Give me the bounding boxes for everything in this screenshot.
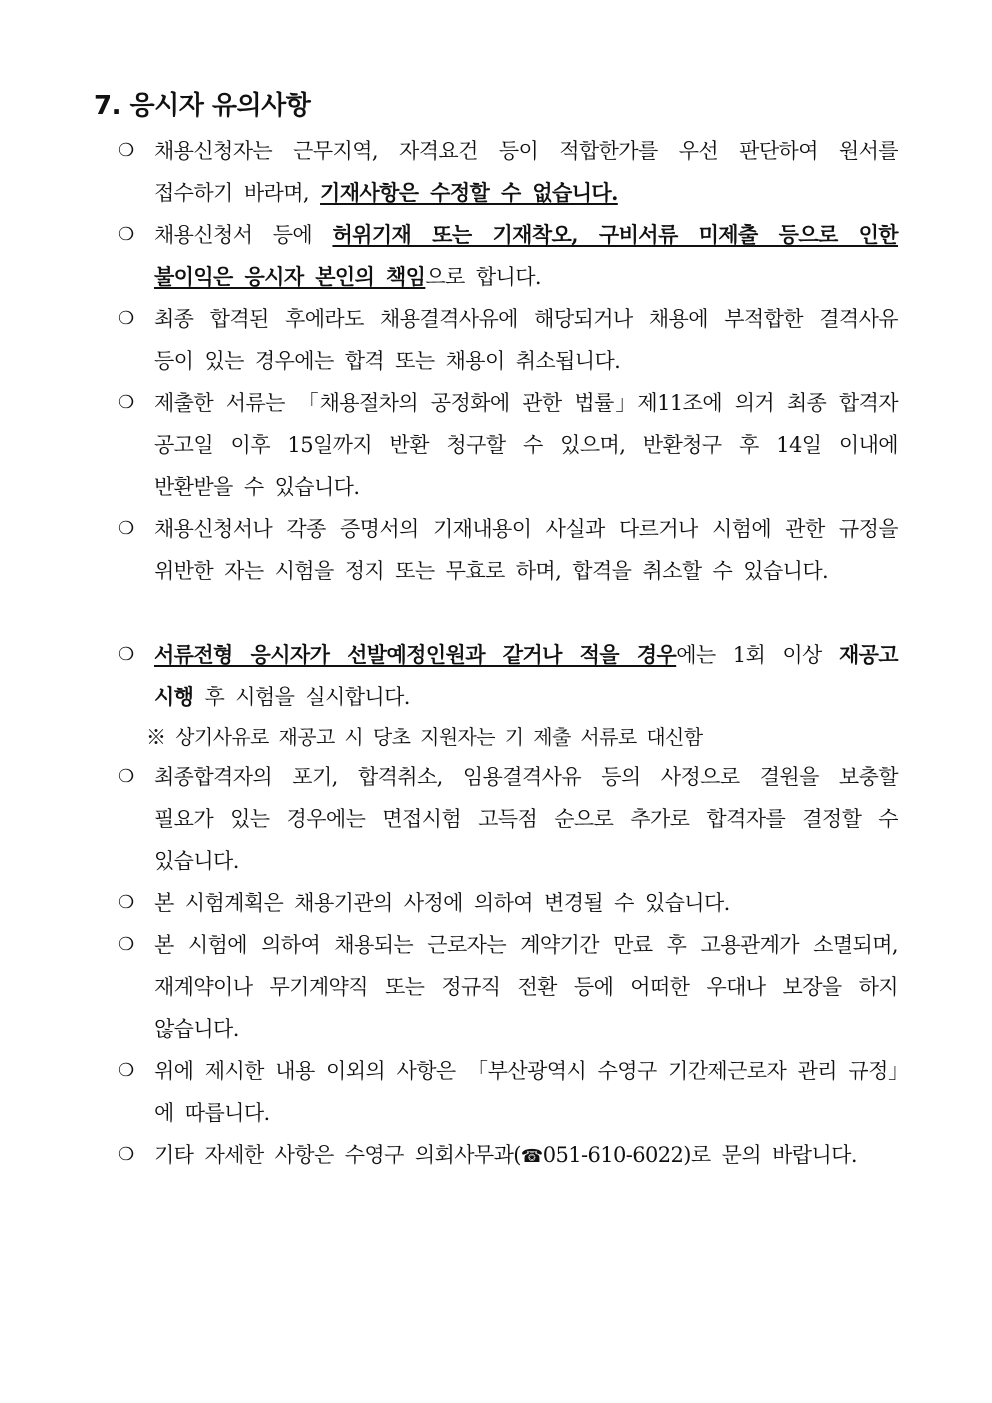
- item-text: 제출한 서류는 「채용절차의 공정화에 관한 법률」제11조에 의거 최종 합격자 공고일 이후 15일까지 반환 청구할 수 있으며, 반환청구 후 14일 이내에 반환받을 수 있습니다.: [154, 391, 898, 499]
- item-text: 채용신청자는 근무지역, 자격요건 등이 적합한가를 우선 판단하여 원서를 접수하기 바라며, 기재사항은 수정할 수 없습니다.: [154, 139, 898, 205]
- emphasis: 서류전형 응시자가 선발예정인원과 같거나 적을 경우: [154, 642, 677, 667]
- emphasis: 허위기재 또는 기재착오, 구비서류 미제출 등으로 인한 불이익은 응시자 본인의 책임: [154, 222, 898, 289]
- circle-bullet-icon: ❍: [118, 392, 135, 413]
- circle-bullet-icon: ❍: [118, 892, 135, 913]
- circle-bullet-icon: ❍: [118, 1144, 135, 1165]
- item-text: 본 시험에 의하여 채용되는 근로자는 계약기간 만료 후 고용관계가 소멸되며, 재계약이나 무기계약직 또는 정규직 전환 등에 어떠한 우대나 보장을 하지 않습니다.: [154, 933, 898, 1041]
- item-text: 서류전형 응시자가 선발예정인원과 같거나 적을 경우에는 1회 이상 재공고 시행 후 시험을 실시합니다.: [154, 642, 898, 709]
- emphasis: 기재사항은 수정할 수 없습니다.: [320, 180, 618, 205]
- circle-bullet-icon: ❍: [118, 308, 135, 329]
- circle-bullet-icon: ❍: [118, 224, 135, 245]
- item-text: 채용신청서나 각종 증명서의 기재내용이 사실과 다르거나 시험에 관한 규정을 위반한 자는 시험을 정지 또는 무효로 하며, 합격을 취소할 수 있습니다.: [154, 517, 898, 583]
- section-title: 7. 응시자 유의사항: [94, 91, 311, 121]
- phone-icon: ☎: [520, 1146, 543, 1167]
- circle-bullet-icon: ❍: [118, 1060, 135, 1081]
- emphasis: 재공고 시행: [154, 642, 898, 709]
- circle-bullet-icon: ❍: [118, 518, 135, 539]
- item-text: 최종 합격된 후에라도 채용결격사유에 해당되거나 채용에 부적합한 결격사유 등이 있는 경우에는 합격 또는 채용이 취소됩니다.: [154, 307, 898, 373]
- circle-bullet-icon: ❍: [118, 140, 135, 161]
- reference-note: ※ 상기사유로 재공고 시 당초 지원자는 기 제출 서류로 대신함: [146, 725, 703, 749]
- item-text: 최종합격자의 포기, 합격취소, 임용결격사유 등의 사정으로 결원을 보충할 필요가 있는 경우에는 면접시험 고득점 순으로 추가로 합격자를 결정할 수 있습니다.: [154, 765, 898, 873]
- circle-bullet-icon: ❍: [118, 766, 135, 787]
- item-text: 기타 자세한 사항은 수영구 의회사무과(☎051-610-6022)로 문의 바랍니다.: [154, 1143, 857, 1167]
- item-text: 위에 제시한 내용 이외의 사항은 「부산광역시 수영구 기간제근로자 관리 규정」에 따릅니다.: [154, 1059, 898, 1125]
- circle-bullet-icon: ❍: [118, 644, 135, 665]
- item-text: 본 시험계획은 채용기관의 사정에 의하여 변경될 수 있습니다.: [154, 891, 730, 915]
- circle-bullet-icon: ❍: [118, 934, 135, 955]
- item-text: 채용신청서 등에 허위기재 또는 기재착오, 구비서류 미제출 등으로 인한 불이익은 응시자 본인의 책임으로 합니다.: [154, 222, 898, 289]
